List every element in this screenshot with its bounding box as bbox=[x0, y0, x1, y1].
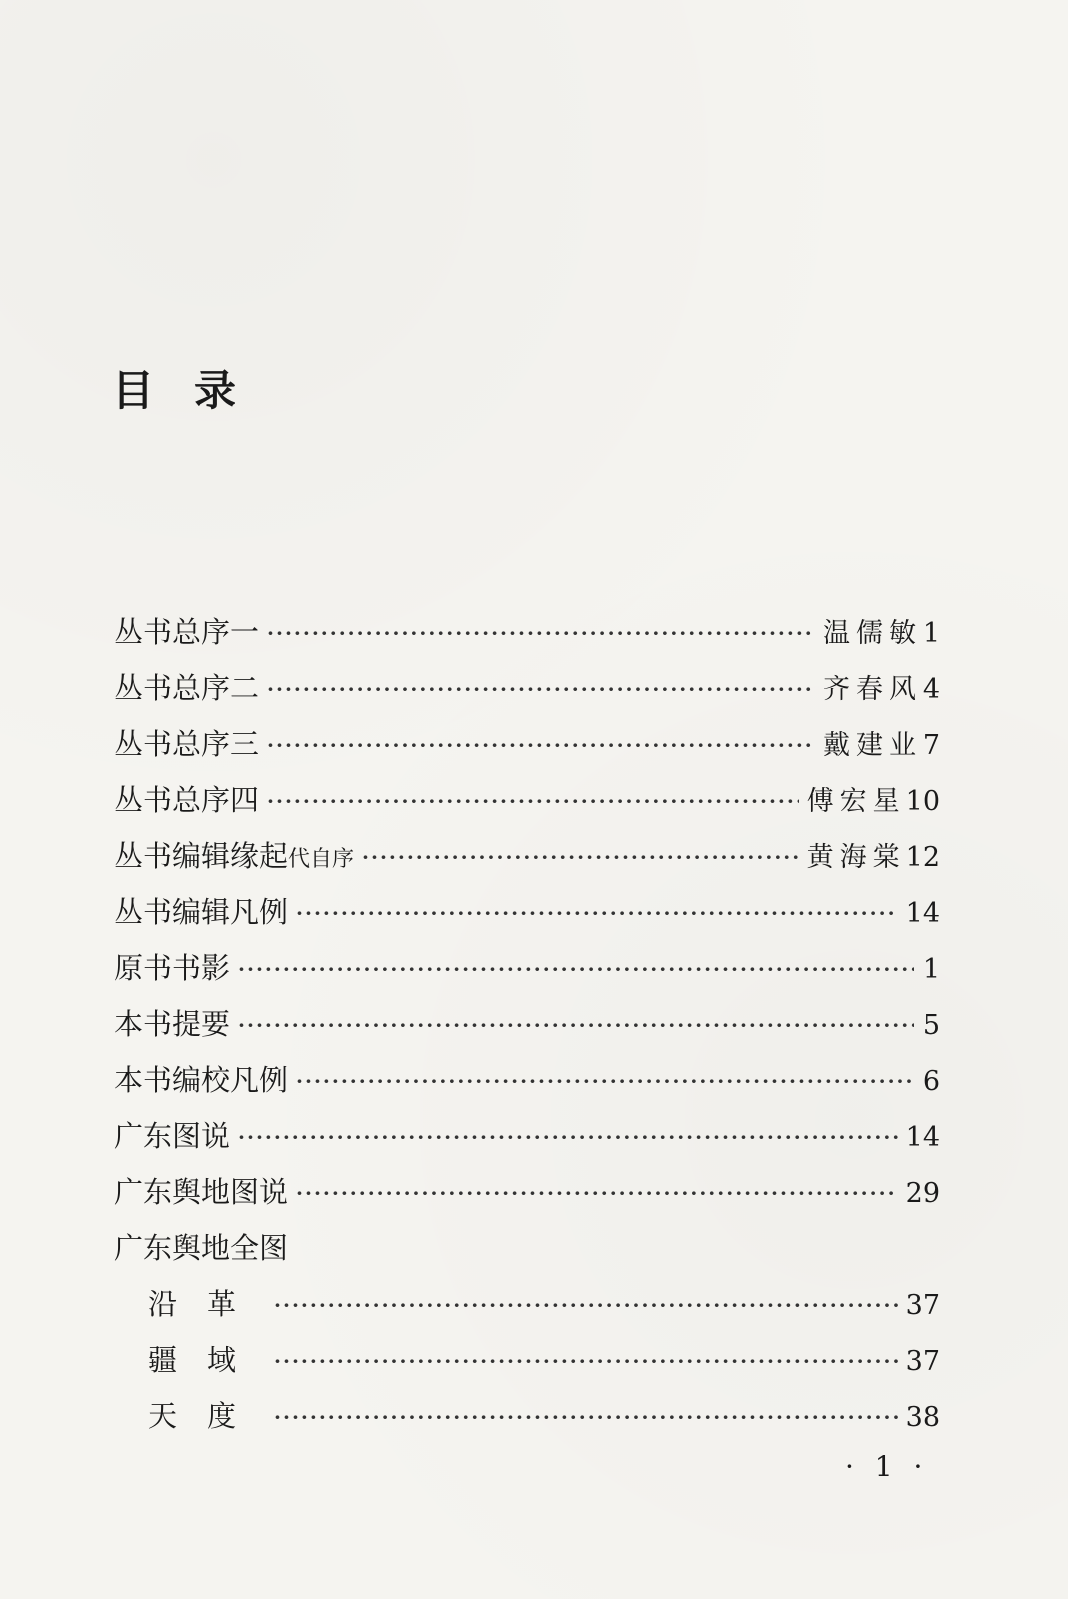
toc-entry[interactable] bbox=[114, 1282, 940, 1338]
toc-entry-page-number: 38 bbox=[905, 1402, 940, 1433]
toc-entry-page-number: 1 bbox=[922, 954, 940, 985]
toc-entry-title: 广东舆地图说 bbox=[114, 1175, 289, 1209]
toc-entry-author: 黄海棠 bbox=[806, 842, 906, 873]
toc-entry-title: 沿革 bbox=[148, 1287, 267, 1321]
toc-entry-title: 丛书总序一 bbox=[114, 615, 260, 649]
dot-leader bbox=[274, 1293, 898, 1317]
toc-entry-page-number: 7 bbox=[922, 730, 940, 761]
toc-entry-page-number: 14 bbox=[905, 898, 940, 929]
toc-entry-page-number: 4 bbox=[922, 674, 940, 705]
toc-entry[interactable] bbox=[114, 1226, 940, 1282]
toc-entry[interactable] bbox=[114, 666, 940, 722]
toc-entry-page-number: 14 bbox=[905, 1122, 940, 1153]
toc-entry-author: 温儒敏 bbox=[823, 618, 922, 649]
toc-entry[interactable] bbox=[114, 722, 940, 778]
toc-entry[interactable] bbox=[114, 1002, 940, 1058]
toc-entry[interactable] bbox=[114, 1058, 940, 1114]
dot-leader bbox=[296, 901, 898, 925]
toc-entry-author: 傅宏星 bbox=[806, 786, 906, 817]
toc-entry-note: 代自序 bbox=[288, 847, 355, 872]
toc-entry-page-number: 12 bbox=[905, 842, 940, 873]
toc-entry[interactable] bbox=[114, 778, 940, 834]
toc-entry-page-number: 6 bbox=[922, 1066, 940, 1097]
table-of-contents bbox=[114, 610, 940, 1450]
toc-entry-page-number: 37 bbox=[905, 1290, 940, 1321]
toc-entry-title: 丛书编辑凡例 bbox=[114, 895, 289, 929]
toc-entry[interactable] bbox=[114, 834, 940, 890]
dot-leader bbox=[267, 789, 799, 813]
toc-entry[interactable] bbox=[114, 890, 940, 946]
dot-leader bbox=[267, 677, 815, 701]
toc-entry[interactable] bbox=[114, 1338, 940, 1394]
toc-entry-title: 丛书编辑缘起 bbox=[114, 839, 289, 873]
toc-entry-page-number: 29 bbox=[905, 1178, 940, 1209]
dot-leader bbox=[274, 1405, 898, 1429]
dot-leader bbox=[238, 1125, 898, 1149]
page-number: · 1 · bbox=[845, 1450, 929, 1483]
dot-leader bbox=[296, 1181, 898, 1205]
dot-leader bbox=[238, 1013, 914, 1037]
toc-entry-page-number: 5 bbox=[922, 1010, 940, 1041]
toc-entry[interactable] bbox=[114, 1170, 940, 1226]
toc-entry[interactable] bbox=[114, 946, 940, 1002]
dot-leader bbox=[267, 733, 815, 757]
toc-entry[interactable] bbox=[114, 1394, 940, 1450]
dot-leader bbox=[296, 1069, 914, 1093]
toc-entry[interactable] bbox=[114, 1114, 940, 1170]
toc-entry-title: 丛书总序三 bbox=[114, 727, 260, 761]
toc-entry-page-number: 1 bbox=[922, 618, 940, 649]
toc-entry-page-number: 10 bbox=[905, 786, 940, 817]
dot-leader bbox=[238, 957, 914, 981]
toc-entry-title: 广东图说 bbox=[114, 1119, 231, 1153]
toc-entry-title: 丛书总序二 bbox=[114, 671, 260, 705]
toc-entry-title: 广东舆地全图 bbox=[114, 1231, 289, 1265]
toc-entry-title: 疆域 bbox=[148, 1343, 267, 1377]
toc-heading: 目录 bbox=[112, 366, 277, 415]
toc-entry-author: 齐春风 bbox=[823, 674, 922, 705]
toc-entry-title: 本书编校凡例 bbox=[114, 1063, 289, 1097]
toc-entry-title: 本书提要 bbox=[114, 1007, 231, 1041]
toc-entry[interactable] bbox=[114, 610, 940, 666]
toc-entry-title: 原书书影 bbox=[114, 951, 231, 985]
toc-entry-page-number: 37 bbox=[905, 1346, 940, 1377]
toc-entry-author: 戴建业 bbox=[823, 730, 922, 761]
dot-leader bbox=[274, 1349, 898, 1373]
toc-entry-title: 天度 bbox=[148, 1399, 267, 1433]
toc-entry-title: 丛书总序四 bbox=[114, 783, 260, 817]
dot-leader bbox=[267, 621, 815, 645]
dot-leader bbox=[362, 845, 799, 869]
